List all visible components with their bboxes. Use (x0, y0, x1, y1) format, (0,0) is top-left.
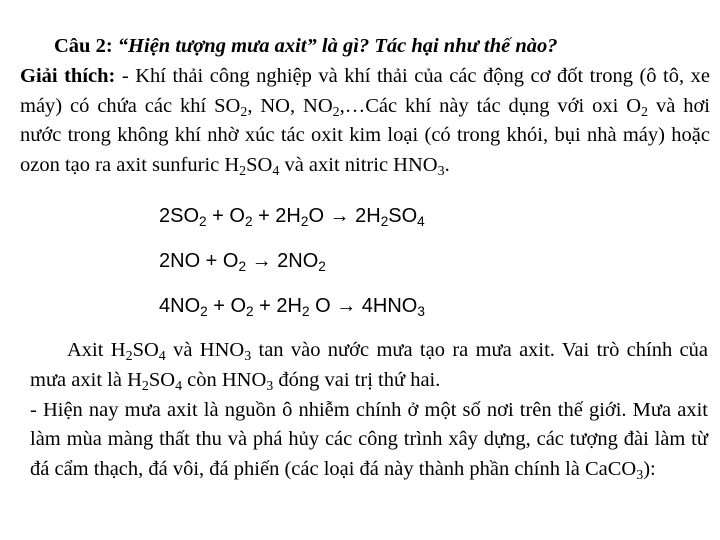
subscript: 2 (244, 213, 253, 229)
equation-nitric-acid (159, 295, 425, 318)
subscript: 2 (380, 213, 389, 229)
equation-text: + 2H (253, 295, 302, 317)
conclusion-text: Axit H (67, 339, 126, 361)
explanation-text: và axit nitric HNO (279, 154, 438, 177)
conclusion-paragraph (30, 336, 708, 485)
subscript: 2 (318, 258, 326, 274)
conclusion-text: đóng vai trị thứ hai. (273, 368, 441, 391)
equation-text: SO (388, 205, 418, 227)
subscript: 2 (238, 258, 247, 274)
equation-text: + O (206, 205, 245, 227)
explanation-text: - Khí thải công nghiệp và khí thải của các động cơ đốt trong (ô tô, xe máy) có chứa các khí SO (20, 64, 710, 117)
subscript: 2 (240, 104, 248, 120)
conclusion-text: tan vào nước mưa tạo ra mưa axit. Vai trò chính của mưa axit là H (30, 339, 709, 391)
equation-text: O → 4HNO (309, 295, 418, 317)
subscript: 2 (301, 303, 310, 319)
conclusion-text: SO (148, 368, 176, 391)
explanation-text: ,…Các khí này tác dụng với oxi O (339, 94, 642, 117)
subscript: 3 (417, 303, 425, 319)
explanation-text: SO (246, 154, 273, 177)
equation-text: O → 2H (308, 205, 381, 227)
subscript: 2 (332, 104, 340, 120)
subscript: 2 (125, 348, 133, 364)
conclusion-text: và HNO (165, 339, 245, 361)
subscript: 2 (300, 213, 309, 229)
explanation-label: Giải thích: (20, 64, 116, 87)
subscript: 4 (175, 378, 183, 394)
equation-text: + O (207, 295, 247, 317)
question-text: “Hiện tượng mưa axit” là gì? Tác hại như thế nào? (117, 35, 558, 57)
subscript: 2 (200, 303, 208, 319)
subscript: 2 (199, 213, 207, 229)
harm-text: - Hiện nay mưa axit là nguồn ô nhiễm chính ở một số nơi trên thế giới. Mưa axit làm mùa màng thất thu và phá hủy các công trình xây dựng, các tượng đài làm từ đá cẩm thạch, đá vôi, đá phiến (các loại đá này thành phần chính là CaCO (30, 398, 708, 481)
conclusion-text: SO (132, 339, 159, 361)
subscript: 3 (636, 468, 644, 484)
equation-nitrogen-dioxide (159, 250, 326, 273)
explanation-text: , NO, NO (247, 94, 333, 117)
equation-text: 2SO (159, 205, 200, 227)
subscript: 2 (641, 104, 649, 120)
equation-sulfuric-acid (159, 205, 425, 228)
subscript: 3 (437, 164, 445, 180)
subscript: 2 (141, 378, 149, 394)
subscript: 3 (244, 348, 252, 364)
subscript: 4 (417, 213, 425, 229)
conclusion-text: còn HNO (182, 368, 267, 391)
equation-text: + 2H (252, 205, 301, 227)
explanation-text: và hơi nước trong không khí nhờ xúc tác oxit kim loại (có trong khói, bụi nhà máy) hoặc ozon tạo ra axit sunfuric H (20, 94, 710, 177)
subscript: 3 (266, 378, 274, 394)
equation-text: 2NO + O (159, 250, 239, 272)
explanation-text: . (444, 154, 450, 177)
question-label: Câu 2: (54, 35, 113, 57)
equation-text: → 2NO (246, 250, 319, 272)
equation-text: 4NO (159, 295, 201, 317)
subscript: 2 (246, 303, 254, 319)
subscript: 4 (158, 348, 166, 364)
harm-text-end: ): (643, 458, 656, 481)
subscript: 2 (239, 164, 247, 180)
question-paragraph (20, 32, 710, 181)
subscript: 4 (272, 164, 280, 180)
